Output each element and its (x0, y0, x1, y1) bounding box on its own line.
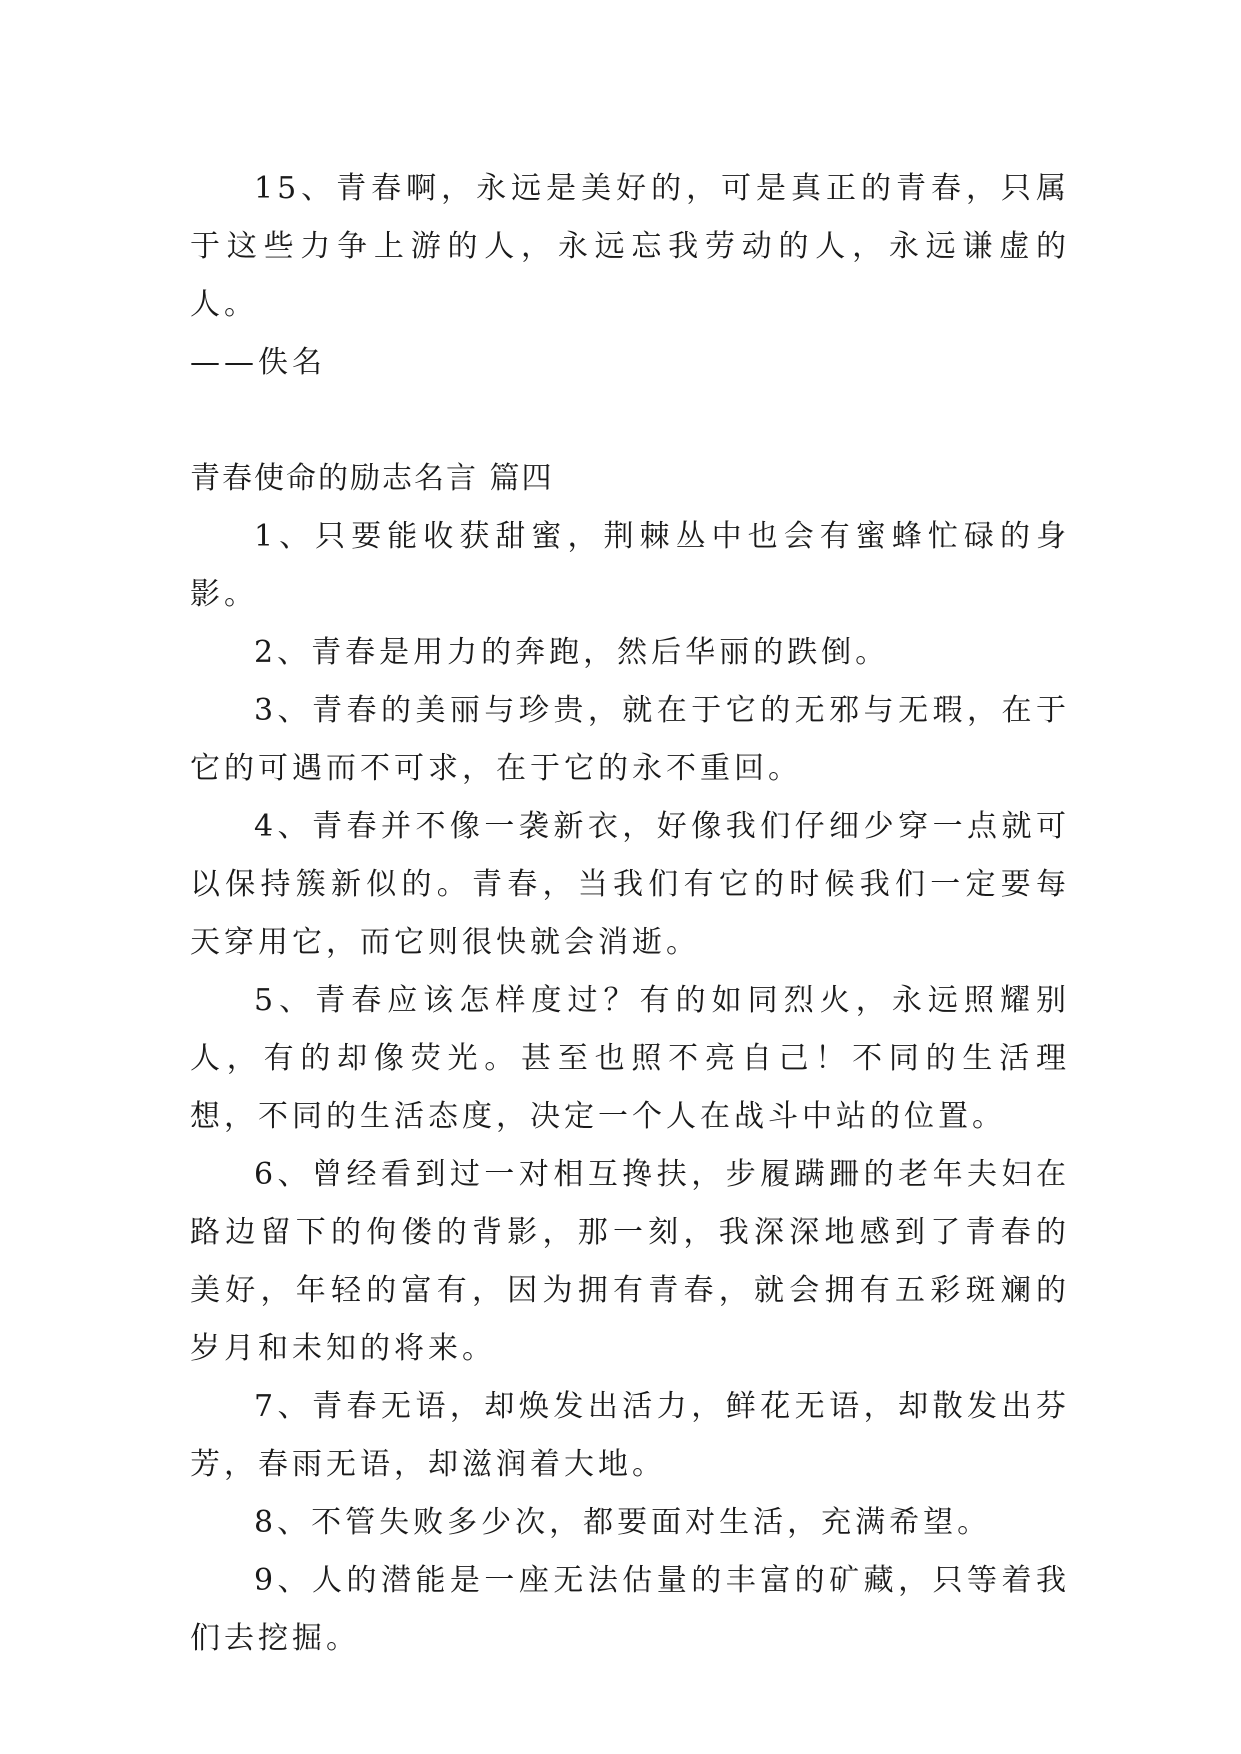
document-page (190, 160, 1070, 1668)
quote-item-4: 4、青春并不像一袭新衣，好像我们仔细少穿一点就可以保持簇新似的。青春，当我们有它的时候我们一定要每天穿用它，而它则很快就会消逝。 (190, 809, 1070, 960)
quote-item-7: 7、青春无语，却焕发出活力，鲜花无语，却散发出芬芳，春雨无语，却滋润着大地。 (190, 1389, 1070, 1482)
quote-item-2: 2、青春是用力的奔跑，然后华丽的跌倒。 (254, 635, 890, 670)
quote-item-1: 1、只要能收获甜蜜，荆棘丛中也会有蜜蜂忙碌的身影。 (190, 519, 1070, 612)
quote-item-9: 9、人的潜能是一座无法估量的丰富的矿藏，只等着我们去挖掘。 (190, 1563, 1070, 1656)
quote-item-3: 3、青春的美丽与珍贵，就在于它的无邪与无瑕，在于它的可遇而不可求，在于它的永不重回。 (190, 693, 1070, 786)
quote-item-8: 8、不管失败多少次，都要面对生活，充满希望。 (254, 1505, 992, 1540)
section-heading: 青春使命的励志名言 篇四 (190, 461, 554, 496)
quote-attribution: ——佚名 (190, 345, 326, 380)
quote-item-5: 5、青春应该怎样度过？有的如同烈火，永远照耀别人，有的却像荧光。甚至也照不亮自己！不同的生活理想，不同的生活态度，决定一个人在战斗中站的位置。 (190, 983, 1070, 1134)
quote-item-15: 15、青春啊，永远是美好的，可是真正的青春，只属于这些力争上游的人，永远忘我劳动的人，永远谦虚的人。 (190, 171, 1070, 322)
quote-item-6: 6、曾经看到过一对相互搀扶，步履蹒跚的老年夫妇在路边留下的佝偻的背影，那一刻，我深深地感到了青春的美好，年轻的富有，因为拥有青春，就会拥有五彩斑斓的岁月和未知的将来。 (190, 1157, 1070, 1366)
